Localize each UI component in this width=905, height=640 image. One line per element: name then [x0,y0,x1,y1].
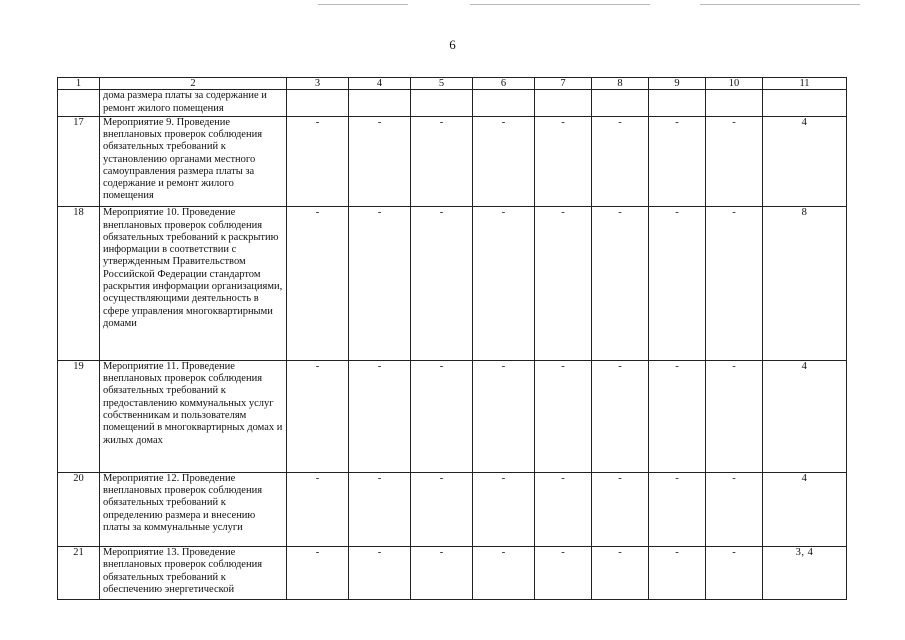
value-cell: - [287,547,349,600]
activity-description: Мероприятие 10. Проведение внеплановых проверок соблюдения обязательных требований к раскрытию информации в соответствии с утвержденным Правительством Российской Федерации стандартом раскрытия информации организациями, осуществляющими деятельность в сфере управления многоквартирными домами [100,207,287,361]
column-header: 4 [349,78,411,90]
value-cell [411,90,473,116]
value-cell: - [411,472,473,546]
value-cell: - [349,207,411,361]
activity-description: Мероприятие 11. Проведение внеплановых проверок соблюдения обязательных требований к предоставлению коммунальных услуг собственникам и пользователям помещений в многоквартирных домах и жилых домах [100,360,287,472]
activity-description: Мероприятие 9. Проведение внеплановых проверок соблюдения обязательных требований к установлению органами местного самоуправления размера платы за содержание и ремонт жилого помещения [100,116,287,207]
value-cell: - [349,116,411,207]
value-cell [535,90,592,116]
value-cell [649,90,706,116]
page-number: 6 [449,37,456,52]
value-cell: - [592,472,649,546]
table-row [58,90,847,116]
value-cell: - [535,547,592,600]
value-cell: - [535,116,592,207]
activity-description: дома размера платы за содержание и ремонт жилого помещения [100,90,287,116]
indicator-cell [763,90,847,116]
value-cell: - [349,472,411,546]
column-header: 3 [287,78,349,90]
indicator-cell: 4 [763,360,847,472]
value-cell: - [411,360,473,472]
activity-description: Мероприятие 12. Проведение внеплановых проверок соблюдения обязательных требований к определению размера и внесению платы за коммунальные услуги [100,472,287,546]
table-row [58,547,847,600]
top-edge-line [470,4,650,5]
row-number: 19 [58,360,100,472]
value-cell [287,90,349,116]
value-cell [473,90,535,116]
value-cell: - [649,472,706,546]
value-cell: - [473,207,535,361]
value-cell: - [706,472,763,546]
row-number: 20 [58,472,100,546]
value-cell: - [287,116,349,207]
row-number: 21 [58,547,100,600]
table-row [58,207,847,361]
value-cell: - [473,547,535,600]
column-header: 6 [473,78,535,90]
column-header: 7 [535,78,592,90]
value-cell: - [649,207,706,361]
table-row [58,116,847,207]
value-cell: - [592,207,649,361]
value-cell: - [706,547,763,600]
row-number: 18 [58,207,100,361]
value-cell: - [349,547,411,600]
value-cell: - [649,360,706,472]
header-row [58,78,847,90]
value-cell: - [535,207,592,361]
value-cell: - [411,207,473,361]
row-number [58,90,100,116]
column-header: 2 [100,78,287,90]
value-cell: - [349,360,411,472]
row-number: 17 [58,116,100,207]
value-cell: - [287,207,349,361]
value-cell: - [592,360,649,472]
value-cell: - [535,472,592,546]
indicator-cell: 8 [763,207,847,361]
value-cell: - [287,472,349,546]
table-row [58,472,847,546]
column-header: 8 [592,78,649,90]
indicator-cell: 3, 4 [763,547,847,600]
activity-description: Мероприятие 13. Проведение внеплановых проверок соблюдения обязательных требований к обеспечению энергетической [100,547,287,600]
value-cell: - [649,116,706,207]
top-edge-line [700,4,860,5]
column-header: 5 [411,78,473,90]
value-cell [706,90,763,116]
value-cell: - [411,116,473,207]
value-cell [349,90,411,116]
value-cell: - [706,360,763,472]
column-header: 1 [58,78,100,90]
value-cell: - [473,472,535,546]
table-row [58,360,847,472]
value-cell: - [706,207,763,361]
value-cell [592,90,649,116]
indicator-cell: 4 [763,116,847,207]
value-cell: - [649,547,706,600]
value-cell: - [473,360,535,472]
top-edge-line [318,4,408,5]
indicator-cell: 4 [763,472,847,546]
column-header: 10 [706,78,763,90]
column-header: 11 [763,78,847,90]
value-cell: - [535,360,592,472]
value-cell: - [287,360,349,472]
value-cell: - [592,116,649,207]
activities-table [57,77,847,600]
value-cell: - [411,547,473,600]
column-header: 9 [649,78,706,90]
value-cell: - [706,116,763,207]
value-cell: - [592,547,649,600]
value-cell: - [473,116,535,207]
